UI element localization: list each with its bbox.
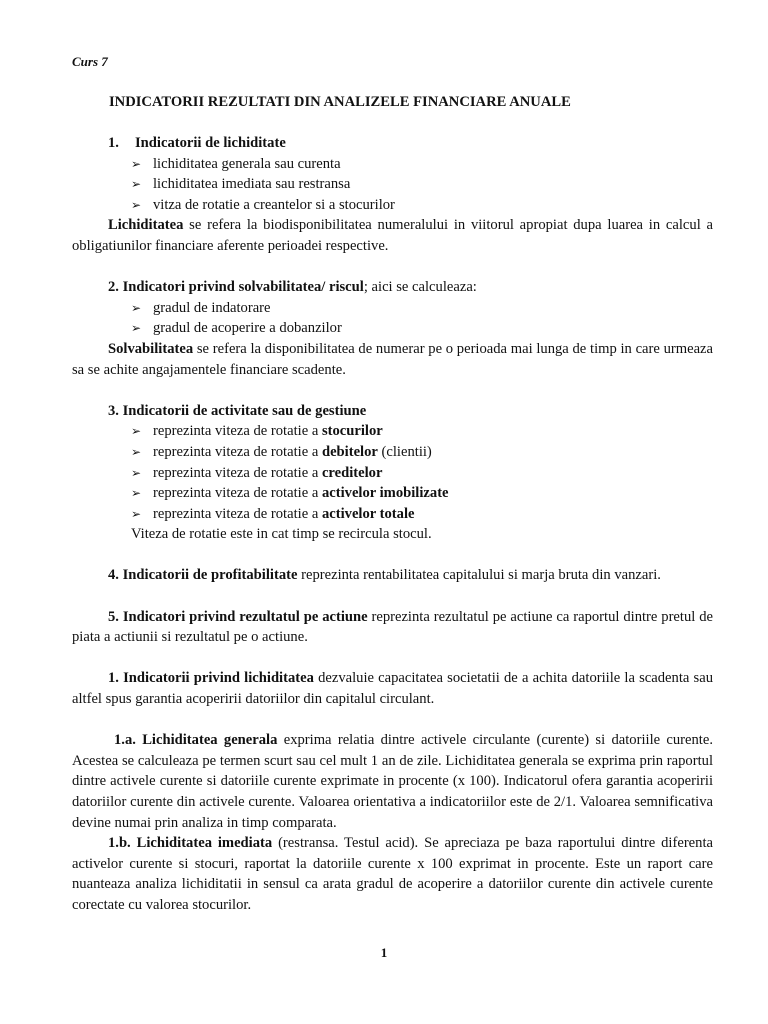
detail-1-paragraph: 1. Indicatorii privind lichiditatea dezvaluie capacitatea societatii de a achita datoriile la scadenta sau altfel spus garantia acoperirii datoriilor din capitalul circulant.: [72, 670, 713, 708]
list-item: ➢ gradul de acoperire a dobanzilor: [131, 318, 713, 339]
list-item: ➢ gradul de indatorare: [131, 298, 713, 319]
list-item: ➢ reprezinta viteza de rotatie a activelor imobilizate: [131, 483, 713, 504]
section-2-definition: Solvabilitatea se refera la disponibilitatea de numerar pe o perioada mai lunga de timp in care urmeaza sa se achite angajamentele financiare scadente.: [72, 340, 713, 378]
detail-1a-paragraph: 1.a. Lichiditatea generala exprima relatia dintre activele circulante (curente) si datoriile curente. Acestea se calculeaza pe termen scurt sau cel mult 1 an de zile. Lichiditatea generala se exprima prin raportul dintre activele curente si datoriile curente exprimate in procente (x 100). Indicatorul ofera garantia acoperirii datoriilor curente din activele curente. Valoarea orientativa a indicatoriilor este de 2/1. Valoarea semnificativa devine numai prin analiza in timp comparata.: [72, 732, 713, 831]
list-item: ➢ reprezinta viteza de rotatie a activelor totale: [131, 504, 713, 525]
section-1-heading: 1. Indicatorii de lichiditate: [108, 135, 286, 151]
list-item: ➢ vitza de rotatie a creantelor si a stocurilor: [131, 195, 713, 216]
section-3-note: Viteza de rotatie este in cat timp se recircula stocul.: [131, 526, 432, 543]
section-4-heading: 4. Indicatorii de profitabilitate reprezinta rentabilitatea capitalului si marja bruta din vanzari.: [108, 567, 661, 584]
document-body: [72, 133, 713, 916]
list-item: ➢ reprezinta viteza de rotatie a creditelor: [131, 463, 713, 484]
section-3-heading: 3. Indicatorii de activitate sau de gestiune: [108, 402, 367, 419]
page-number: 1: [380, 945, 388, 960]
list-item: ➢ lichiditatea generala sau curenta: [131, 154, 713, 175]
section-5-paragraph: 5. Indicatori privind rezultatul pe actiune reprezinta rezultatul pe actiune ca raportul dintre pretul de piata a actiunii si rezultatul pe o actiune.: [72, 608, 713, 646]
page-title: INDICATORII REZULTATI DIN ANALIZELE FINANCIARE ANUALE: [109, 94, 571, 110]
section-1-definition: Lichiditatea se refera la biodisponibilitatea numeralului in viitorul apropiat dupa luarea in calcul a obligatiunilor financiare aferente perioadei respective.: [72, 217, 713, 254]
list-item: ➢ lichiditatea imediata sau restransa: [131, 174, 713, 195]
course-label: Curs 7: [72, 54, 108, 69]
section-2-heading: 2. Indicatori privind solvabilitatea/ riscul; aici se calculeaza:: [108, 279, 477, 296]
list-item: ➢ reprezinta viteza de rotatie a debitelor (clientii): [131, 442, 713, 463]
list-item: ➢ reprezinta viteza de rotatie a stocurilor: [131, 421, 713, 442]
detail-1b-paragraph: 1.b. Lichiditatea imediata (restransa. Testul acid). Se apreciaza pe baza raportului dintre diferenta activelor curente si stocuri, raportat la datoriile curente x 100 exprimat in procente. Este un raport care nuanteaza analiza lichiditatii in sensul ca arata gradul de acoperire a datoriilor curente din activele curente corectate cu valorea stocurilor.: [72, 835, 713, 913]
